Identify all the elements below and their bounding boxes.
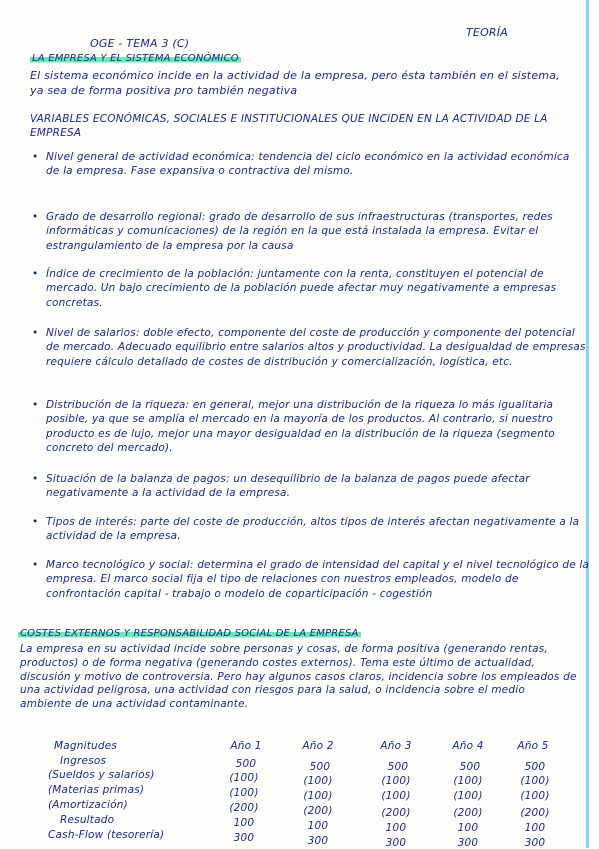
table-cell: (100) <box>520 790 550 802</box>
table-cell: 100 <box>233 817 255 829</box>
table-cell: (200) <box>453 807 483 819</box>
table-cell: (100) <box>381 775 411 787</box>
table-cell: (100) <box>453 775 483 787</box>
margin-line <box>586 0 589 848</box>
table-cell: (200) <box>303 805 333 817</box>
bullet-tech-social-framework: • Marco tecnológico y social: determina el grado de intensidad del capital y el nivel tecnológico de la empresa. El marco social fija el tipo de relaciones con nuestros empleados, modelo de confrontación capital - trabajo o modelo de coparticipación - cogestión <box>32 558 591 601</box>
table-cell: 500 <box>309 761 331 773</box>
section-intro-text: El sistema económico incide en la actividad de la empresa, pero ésta también en el sistema, ya sea de forma positiva pro también negativa <box>30 69 560 97</box>
bullet-population-growth: • Índice de crecimiento de la población: juntamente con la renta, constituyen el potencial de mercado. Un bajo crecimiento de la población puede afectar muy negativamente a empresas concretas. <box>32 267 591 310</box>
table-cell: (100) <box>303 775 333 787</box>
column-header: Año 5 <box>517 740 549 752</box>
row-label: (Amortización) <box>48 799 128 811</box>
table-cell: 300 <box>307 835 329 847</box>
page-header-subject: OGE - TEMA 3 (C) <box>90 37 190 50</box>
table-cell: (100) <box>303 790 333 802</box>
bullet-activity-level: • Nivel general de actividad económica: tendencia del ciclo económico en la actividad económica de la empresa. Fase expansiva o contractiva del mismo. <box>32 150 586 179</box>
table-cell: 100 <box>307 820 329 832</box>
variables-subtitle: VARIABLES ECONÓMICAS, SOCIALES E INSTITUCIONALES QUE INCIDEN EN LA ACTIVIDAD DE LA EMPRESA <box>30 113 548 139</box>
column-header: Magnitudes <box>54 740 118 752</box>
table-cell: (100) <box>229 787 259 799</box>
row-label: (Sueldos y salarios) <box>48 769 155 781</box>
table-cell: (100) <box>453 790 483 802</box>
page-header-type: TEORÍA <box>466 26 508 39</box>
table-cell: 100 <box>457 822 479 834</box>
column-header: Año 3 <box>380 740 412 752</box>
column-header: Año 1 <box>230 740 262 752</box>
bullet-wage-level: • Nivel de salarios: doble efecto, componente del coste de producción y componente del potencial de mercado. Adecuado equilibrio entre salarios altos y productividad. La desigualdad de empresas requiere cálculo detallado de costes de distribución y comercialización, logística, etc. <box>32 326 591 369</box>
row-label: Resultado <box>60 814 115 826</box>
table-cell: 300 <box>385 837 407 849</box>
table-cell: 300 <box>457 837 479 849</box>
section-title-economic-system: LA EMPRESA Y EL SISTEMA ECONÓMICO <box>32 53 239 64</box>
bullet-interest-rates: • Tipos de interés: parte del coste de producción, altos tipos de interés afectan negativamente a la actividad de la empresa. <box>32 515 586 544</box>
table-cell: 500 <box>387 761 409 773</box>
table-cell: (200) <box>520 807 550 819</box>
row-label: Ingresos <box>60 755 107 767</box>
bullet-balance-of-payments: • Situación de la balanza de pagos: un desequilibrio de la balanza de pagos puede afectar negativamente a la actividad de la empresa. <box>32 472 586 501</box>
section-title-external-costs: COSTES EXTERNOS Y RESPONSABILIDAD SOCIAL DE LA EMPRESA <box>20 628 359 639</box>
bullet-wealth-distribution: • Distribución de la riqueza: en general, mejor una distribución de la riqueza lo más igualitaria posible, ya que se amplía el mercado en la mayoría de los productos. Al contrario, si nuestro producto es de lujo, mejor una mayor desigualdad en la distribución de la riqueza (segmento concreto del mercado). <box>32 398 586 455</box>
table-cell: 500 <box>524 761 546 773</box>
table-cell: 300 <box>233 832 255 844</box>
bullet-regional-development: • Grado de desarrollo regional: grado de desarrollo de sus infraestructuras (transportes, redes informáticas y comunicaciones) de la región en la que está instalada la empresa. Evitar el estrangulamiento de la empresa por la causa <box>32 210 586 253</box>
table-cell: (200) <box>229 802 259 814</box>
table-cell: (200) <box>381 807 411 819</box>
row-label: Cash-Flow (tesorería) <box>48 829 165 841</box>
external-costs-text: La empresa en su actividad incide sobre personas y cosas, de forma positiva (generando rentas, productos) o de forma negativa (generando costes externos). Tema este último de actualidad, discusión y motivo de controversia. Pero hay algunos casos claros, incidencia sobre los empleados de una actividad peligrosa, una actividad con riesgos para la salud, o incidencia sobre el medio ambiente de una actividad contaminante. <box>20 643 577 711</box>
table-cell: 300 <box>524 837 546 849</box>
table-cell: (100) <box>381 790 411 802</box>
column-header: Año 2 <box>302 740 334 752</box>
row-label: (Materias primas) <box>48 784 145 796</box>
column-header: Año 4 <box>452 740 484 752</box>
table-cell: (100) <box>229 772 259 784</box>
table-cell: 500 <box>235 758 257 770</box>
table-cell: 500 <box>459 761 481 773</box>
table-cell: (100) <box>520 775 550 787</box>
table-cell: 100 <box>385 822 407 834</box>
table-cell: 100 <box>524 822 546 834</box>
